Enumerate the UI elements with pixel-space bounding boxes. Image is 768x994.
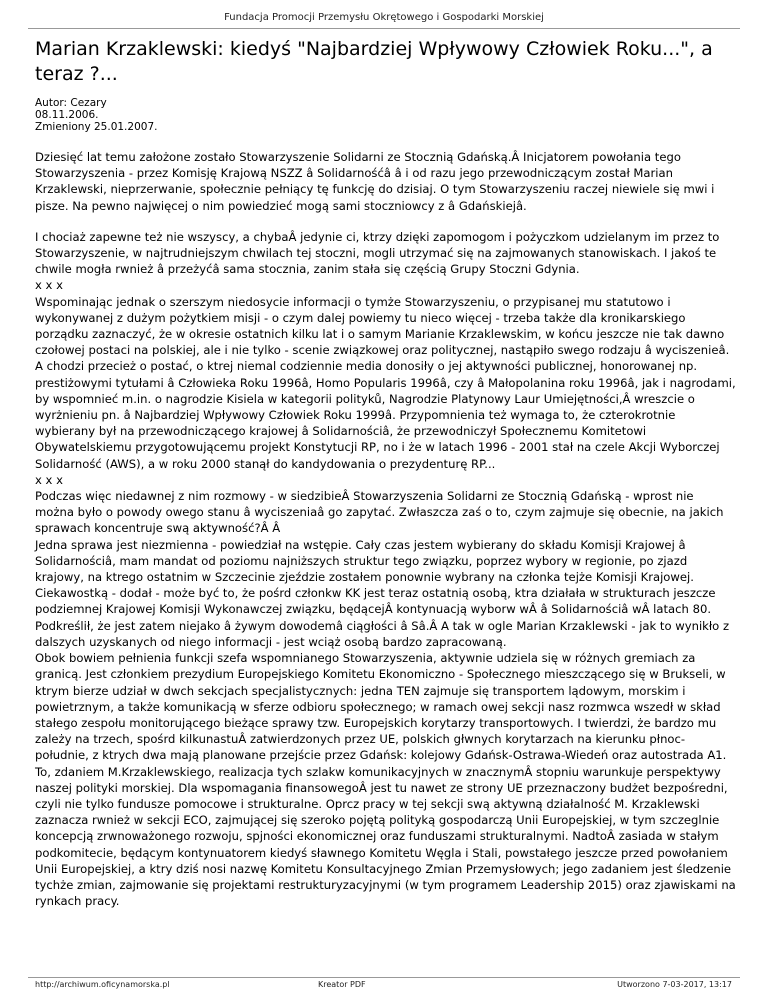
header-divider bbox=[28, 28, 740, 29]
paragraph: Jedna sprawa jest niezmienna - powiedział na wstępie. Cały czas jestem wybierany do składu Komisji Krajowej â Solidarnościâ, mam mandat od poziomu najniższych struktur tego związku, poprzez wybory w regionie, po zjazd krajowy, na ktrego ostatnim w Szczecinie zjeździe zostałem ponownie wybrany na członka tejże Komisji Krajowej. Ciekawostką - dodał - może być to, że pośrd członkw KK jest teraz ostatnią osobą, ktra działała w strukturach jeszcze podziemnej Krajowej Komisji Wykonawczej związku, będącejÂ kontynuacją wyborw wÂ â Solidarnościâ wÂ latach 80. Podkreślił, że jest zatem niejako â żywym dowodemâ ciągłości â Sâ.Â A tak w ogle Marian Krzaklewski - jak to wynikło z dalszych uzyskanych od niego informacji - jest wciąż osobą bardzo zapracowaną. bbox=[35, 537, 730, 649]
paragraph: A chodzi przecież o postać, o ktrej niemal codziennie media donosiły o jej aktywności publicznej, honorowanej np. prestiżowymi tytułami â Człowieka Roku 1996â, Homo Popularis 1996â, czy â Małopolanina roku 1996â, jak i nagrodami, by wspomnieć m.in. o nagrodzie Kisiela w kategorii polityků, Nagrodzie Platynowy Laur Umiejętności,Â wreszcie o wyrżnieniu pn. â Najbardziej Wpływowy Człowiek Roku 1999â. Przypomnienia też wymaga to, że czterokrotnie wybierany był na przewodniczącego krajowej â Solidarnościâ, że przewodniczył Społecznemu Komitetowi Obywatelskiemu przygotowującemu projekt Konstytucji RP, no i że w latach 1996 - 2001 stał na czele Akcji Wyborczej Solidarność (AWS), a w roku 2000 stanął do kandydowania o prezydenturę RP... bbox=[35, 359, 736, 471]
section-separator: x x x bbox=[35, 472, 63, 487]
page-header: Fundacja Promocji Przemysłu Okrętowego i Gospodarki Morskiej bbox=[224, 12, 544, 23]
footer-generator: Kreator PDF bbox=[318, 980, 366, 989]
footer-divider bbox=[28, 977, 740, 978]
modified-line: Zmieniony 25.01.2007. bbox=[35, 121, 158, 133]
article-title: Marian Krzaklewski: kiedyś "Najbardziej Wpływowy Człowiek Roku...", a teraz ?... bbox=[35, 38, 713, 85]
article-meta bbox=[35, 97, 157, 133]
author-line: Autor: Cezary bbox=[35, 97, 107, 109]
paragraph: To, zdaniem M.Krzaklewskiego, realizacja tych szlakw komunikacyjnych w znacznymÂ stopniu warunkuje perspektywy naszej polityki morskiej. Dla wspomagania finansowegoÂ jest tu nawet ze strony UE przeznaczony budżet bezpośredni, czyli nie tylko fundusze pomocowe i strukturalne. Oprcz pracy w tej sekcji swą aktywną działalność M. Krzaklewski zaznacza rwnież w sekcji ECO, zajmującej się szeroko pojętą polityką gospodarczą Unii Europejskiej, w tym szczeglnie koncepcją zrwnoważonego rozwoju, spjności ekonomicznej oraz funduszami strukturalnymi. NadtoÂ zasiada w stałym podkomitecie, będącym kontynuatorem kiedyś sławnego Komitetu Węgla i Stali, powstałego jeszcze przed powołaniem Unii Europejskiej, a ktry dziś nosi nazwę Komitetu Konsultacyjnego Zmian Przemysłowych; jego zadaniem jest śledzenie tychże zmian, zajmowanie się projektami restrukturyzacyjnymi (w tym programem Leadership 2015) oraz zjawiskami na rynkach pracy. bbox=[35, 764, 736, 909]
paragraph-gap bbox=[35, 214, 736, 229]
paragraph: Wspominając jednak o szerszym niedosycie informacji o tymże Stowarzyszeniu, o przypisanej mu statutowo i wykonywanej z dużym pożytkiem misji - o czym dalej powiemy tu nieco więcej - trzeba także dla kronikarskiego porządku zaznaczyć, że w okresie ostatnich kilku lat i o samym Marianie Krzaklewskim, w końcu jeszcze nie tak dawno czołowej postaci na polskiej, ale i nie tylko - scenie związkowej oraz politycznej, nastąpiło swego rodzaju â wyciszenieâ. bbox=[35, 294, 730, 358]
paragraph: Obok bowiem pełnienia funkcji szefa wspomnianego Stowarzyszenia, aktywnie udziela się w różnych gremiach za granicą. Jest członkiem prezydium Europejskiego Komitetu Ekonomiczno - Społecznego mieszczącego się w Brukseli, w ktrym bierze udział w dwch sekcjach specjalistycznych: jedna TEN zajmuje się transportem lądowym, morskim i powietrznym, a także komunikacją w sferze odbioru społecznego; w ramach owej sekcji nasz rozmwca wszedł w skład stałego zespołu monitorującego bieżące sprawy tzw. Europejskich korytarzy transportowych. I twierdzi, że bardzo mu zależy na trzech, spośrd kilkunastuÂ zatwierdzonych przez UE, polskich głwnych korytarzach na kierunku płnoc-południe, z ktrych dwa mają planowane przejście przez Gdańsk: kolejowy Gdańsk-Ostrawa-Wiedeń oraz autostrada A1. bbox=[35, 651, 727, 763]
paragraph: Podczas więc niedawnej z nim rozmowy - w siedzibieÂ Stowarzyszenia Solidarni ze Stocznią Gdańską - wprost nie można było o powody owego stanu â wyciszeniaâ go zapytać. Zwłaszcza zaś o to, czym zajmuje się obecnie, na jakich sprawach koncentruje swą aktywność?Â Â bbox=[35, 489, 724, 536]
article-body bbox=[35, 149, 736, 909]
section-separator: x x x bbox=[35, 278, 63, 293]
paragraph: I chociaż zapewne też nie wszyscy, a chybaÂ jedynie ci, ktrzy dzięki zapomogom i pożyczkom udzielanym im przez to Stowarzyszenie, w najtrudniejszym chwilach tej stoczni, mogli utrzymać się na zajmowanych stanowiskach. I jakoś te chwile mogła rwnież â przeżyćâ sama stocznia, zanim stała się częścią Grupy Stoczni Gdynia. bbox=[35, 229, 720, 277]
footer-created: Utworzono 7-03-2017, 13:17 bbox=[617, 980, 732, 989]
footer-url: http://archiwum.oficynamorska.pl bbox=[35, 980, 170, 989]
date-line: 08.11.2006. bbox=[35, 109, 99, 121]
paragraph: Dziesięć lat temu założone zostało Stowarzyszenie Solidarni ze Stocznią Gdańską.Â Inicjatorem powołania tego Stowarzyszenia - przez Komisję Krajową NSZZ â Solidarnośćâ â i od razu jego przewodniczącym został Marian Krzaklewski, nieprzerwanie, społecznie pełniący tę funkcję do dzisiaj. O tym Stowarzyszeniu raczej niewiele się mwi i pisze. Na pewno najwięcej o nim powiedzieć mogą sami stoczniowcy z â Gdańskiejâ. bbox=[35, 150, 715, 213]
